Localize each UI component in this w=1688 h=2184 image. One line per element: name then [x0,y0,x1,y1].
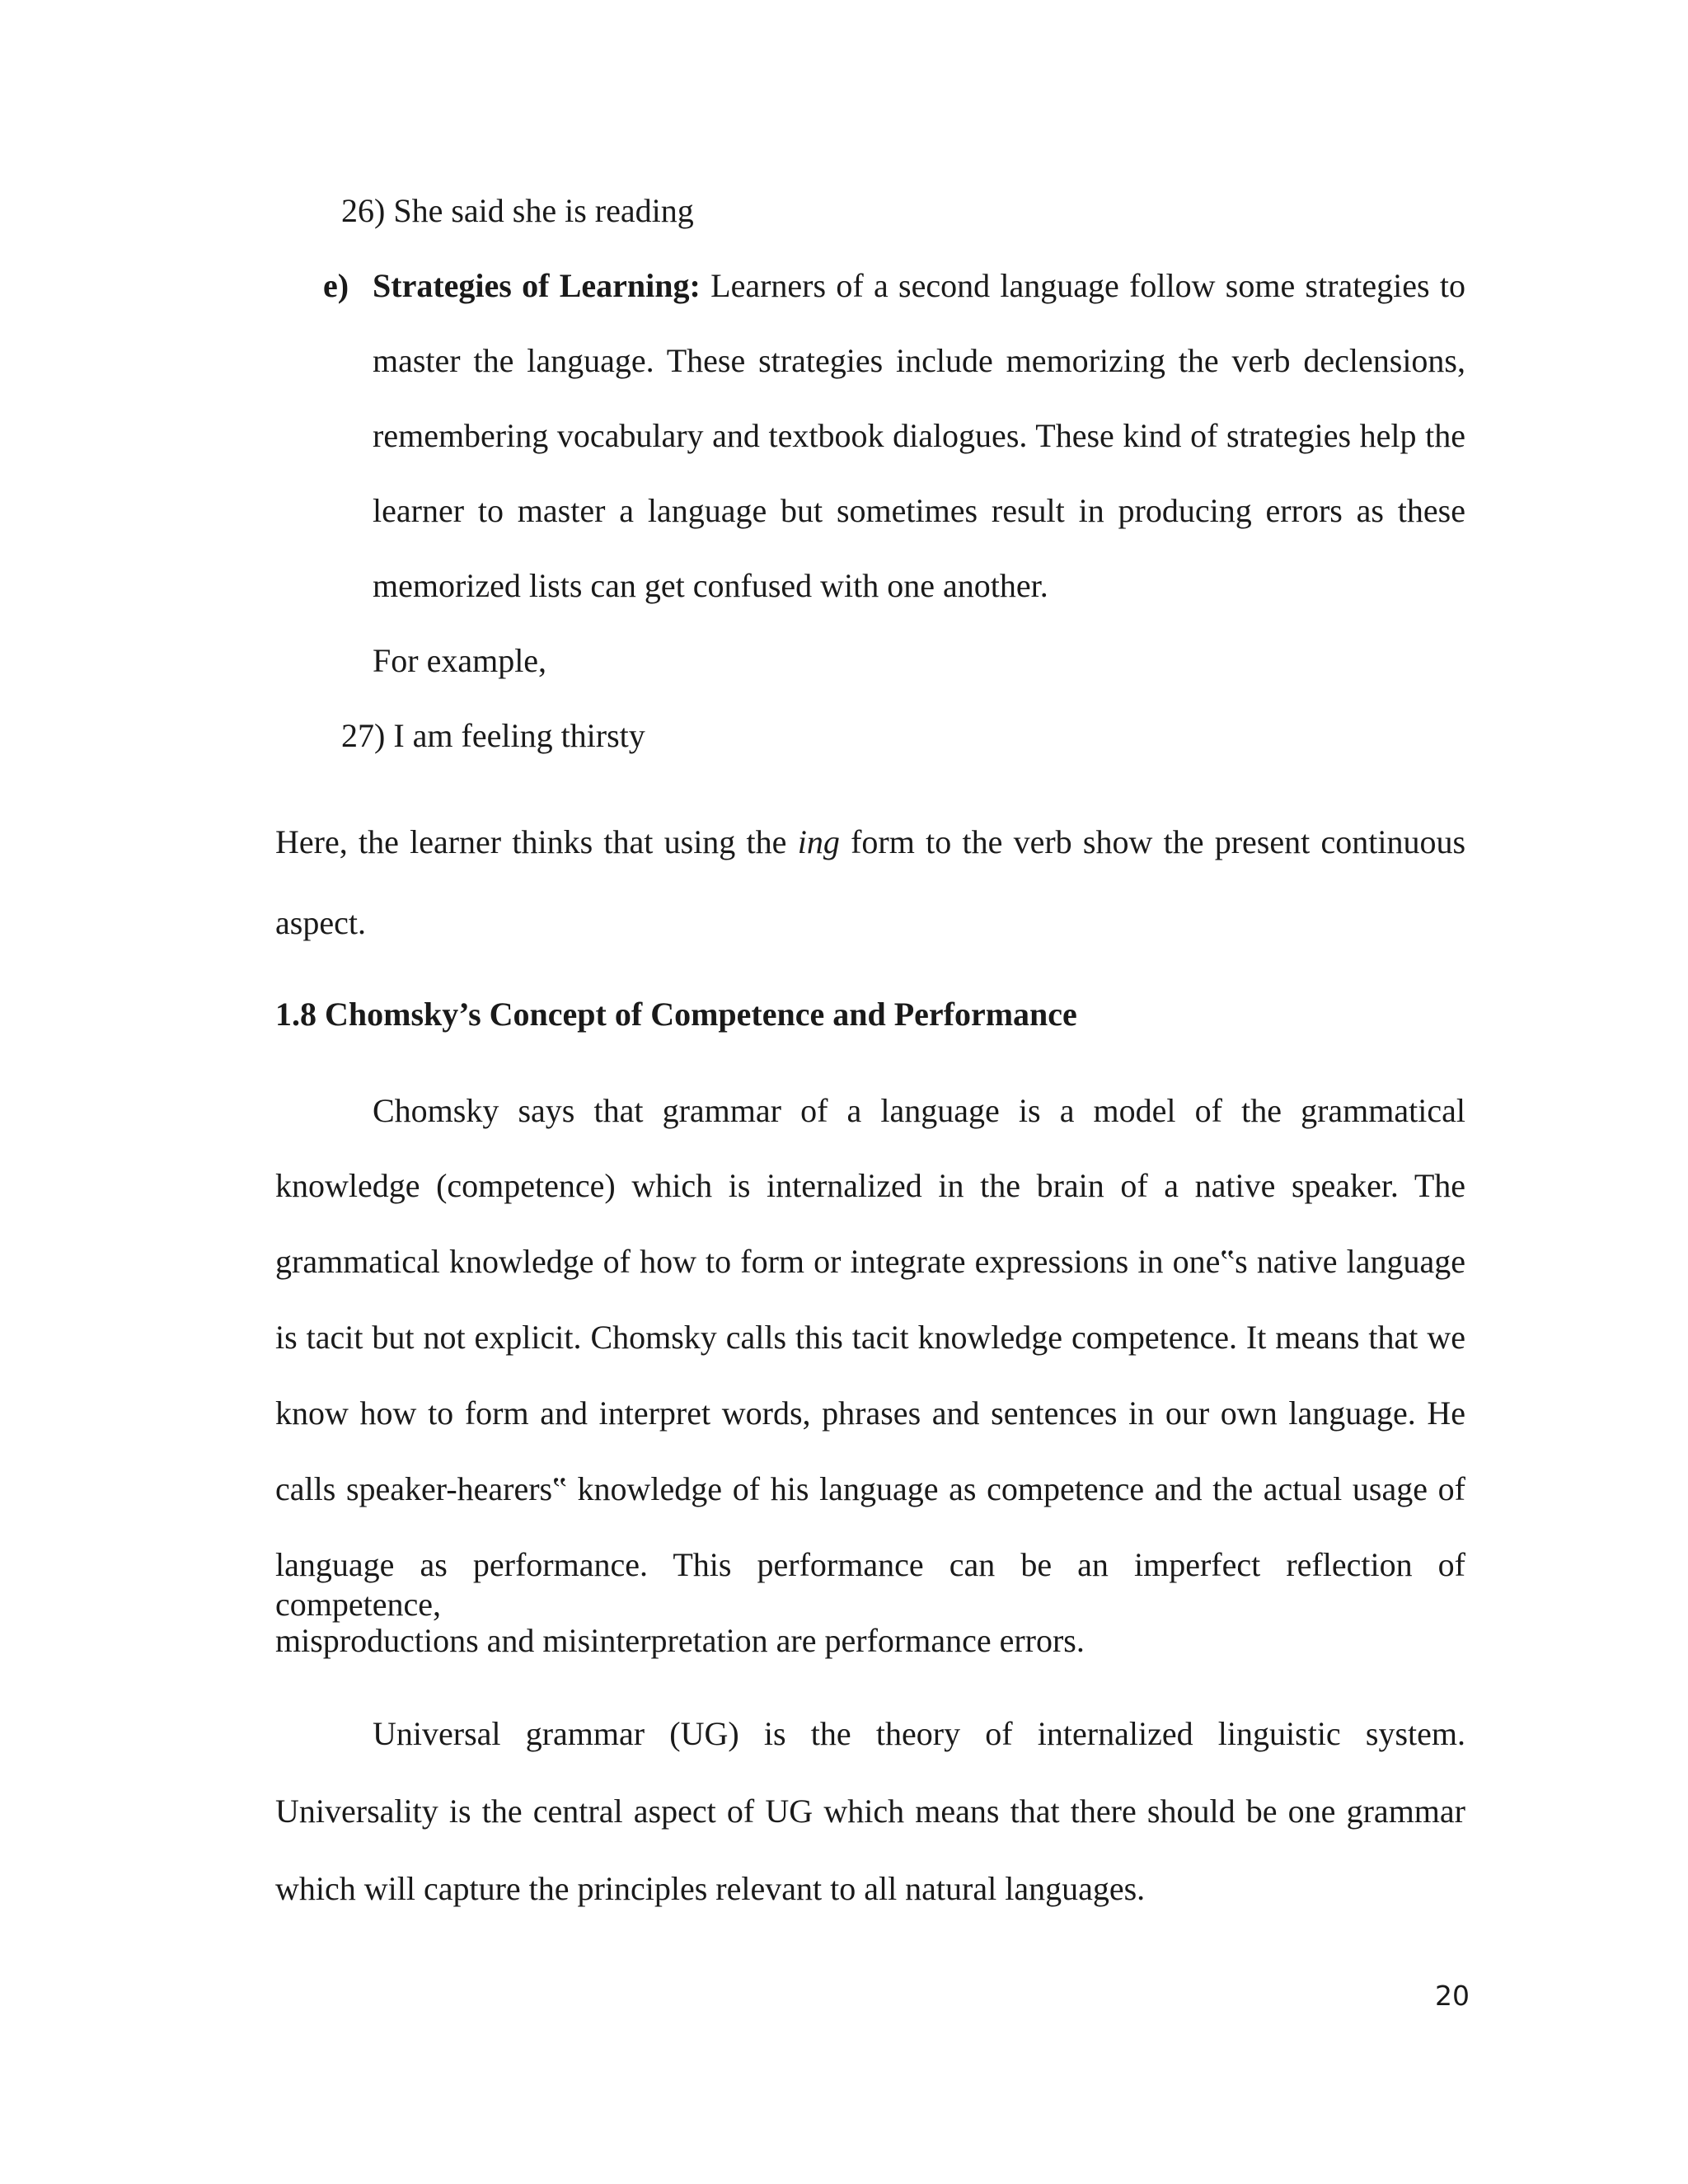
explanation-text-b: form to the verb show the present continuous [851,823,1466,860]
explanation-text-a: Here, the learner thinks that using the [275,823,787,860]
explanation-line-1 [275,823,1465,862]
item-e-term: Strategies of Learning: [373,267,701,304]
item-e-line-4: learner to master a language but sometimes result in producing errors as these [373,492,1465,529]
example-item-26 [341,191,694,231]
paragraph-2-line-2: Universality is the central aspect of UG which means that there should be one grammar [275,1793,1465,1830]
paragraph-1-line-2: knowledge (competence) which is internalized in the brain of a native speaker. The [275,1167,1465,1204]
paragraph-1-line-1: Chomsky says that grammar of a language is a model of the grammatical [373,1092,1465,1129]
item-e-line-1 [373,266,1465,306]
paragraph-1-line-3: grammatical knowledge of how to form or integrate expressions in one‟s native language [275,1243,1465,1280]
item-e-line-3: remembering vocabulary and textbook dialogues. These kind of strategies help the [373,417,1465,454]
explanation-italic: ing [797,823,840,860]
section-heading: 1.8 Chomsky’s Concept of Competence and Performance [275,996,1077,1033]
explanation-line-2: aspect. [275,904,366,941]
paragraph-1-line-4: is tacit but not explicit. Chomsky calls this tacit knowledge competence. It means that we [275,1319,1465,1356]
paragraph-2-line-1: Universal grammar (UG) is the theory of internalized linguistic system. [373,1715,1465,1752]
example-text-27: I am feeling thirsty [393,717,645,754]
item-e-line-1-text: Learners of a second language follow some strategies to [710,267,1465,304]
paragraph-1-line-7: language as performance. This performance can be an imperfect reflection of competence, [275,1546,1465,1623]
paragraph-1-line-6: calls speaker-hearers‟ knowledge of his language as competence and the actual usage of [275,1470,1465,1507]
example-text-26: She said she is reading [393,192,694,229]
example-intro: For example, [373,642,547,679]
page-number: 20 [1435,1980,1470,2012]
paragraph-2-line-3: which will capture the principles relevant to all natural languages. [275,1870,1146,1907]
example-item-27 [341,716,645,756]
list-marker-e: e) [323,267,349,304]
example-number-27: 27) [341,717,386,754]
paragraph-1-line-8: misproductions and misinterpretation are performance errors. [275,1622,1085,1659]
example-number-26: 26) [341,192,386,229]
paragraph-1-line-5: know how to form and interpret words, phrases and sentences in our own language. He [275,1394,1465,1432]
item-e-line-5: memorized lists can get confused with one another. [373,567,1048,604]
item-e-line-2: master the language. These strategies include memorizing the verb declensions, [373,342,1465,379]
